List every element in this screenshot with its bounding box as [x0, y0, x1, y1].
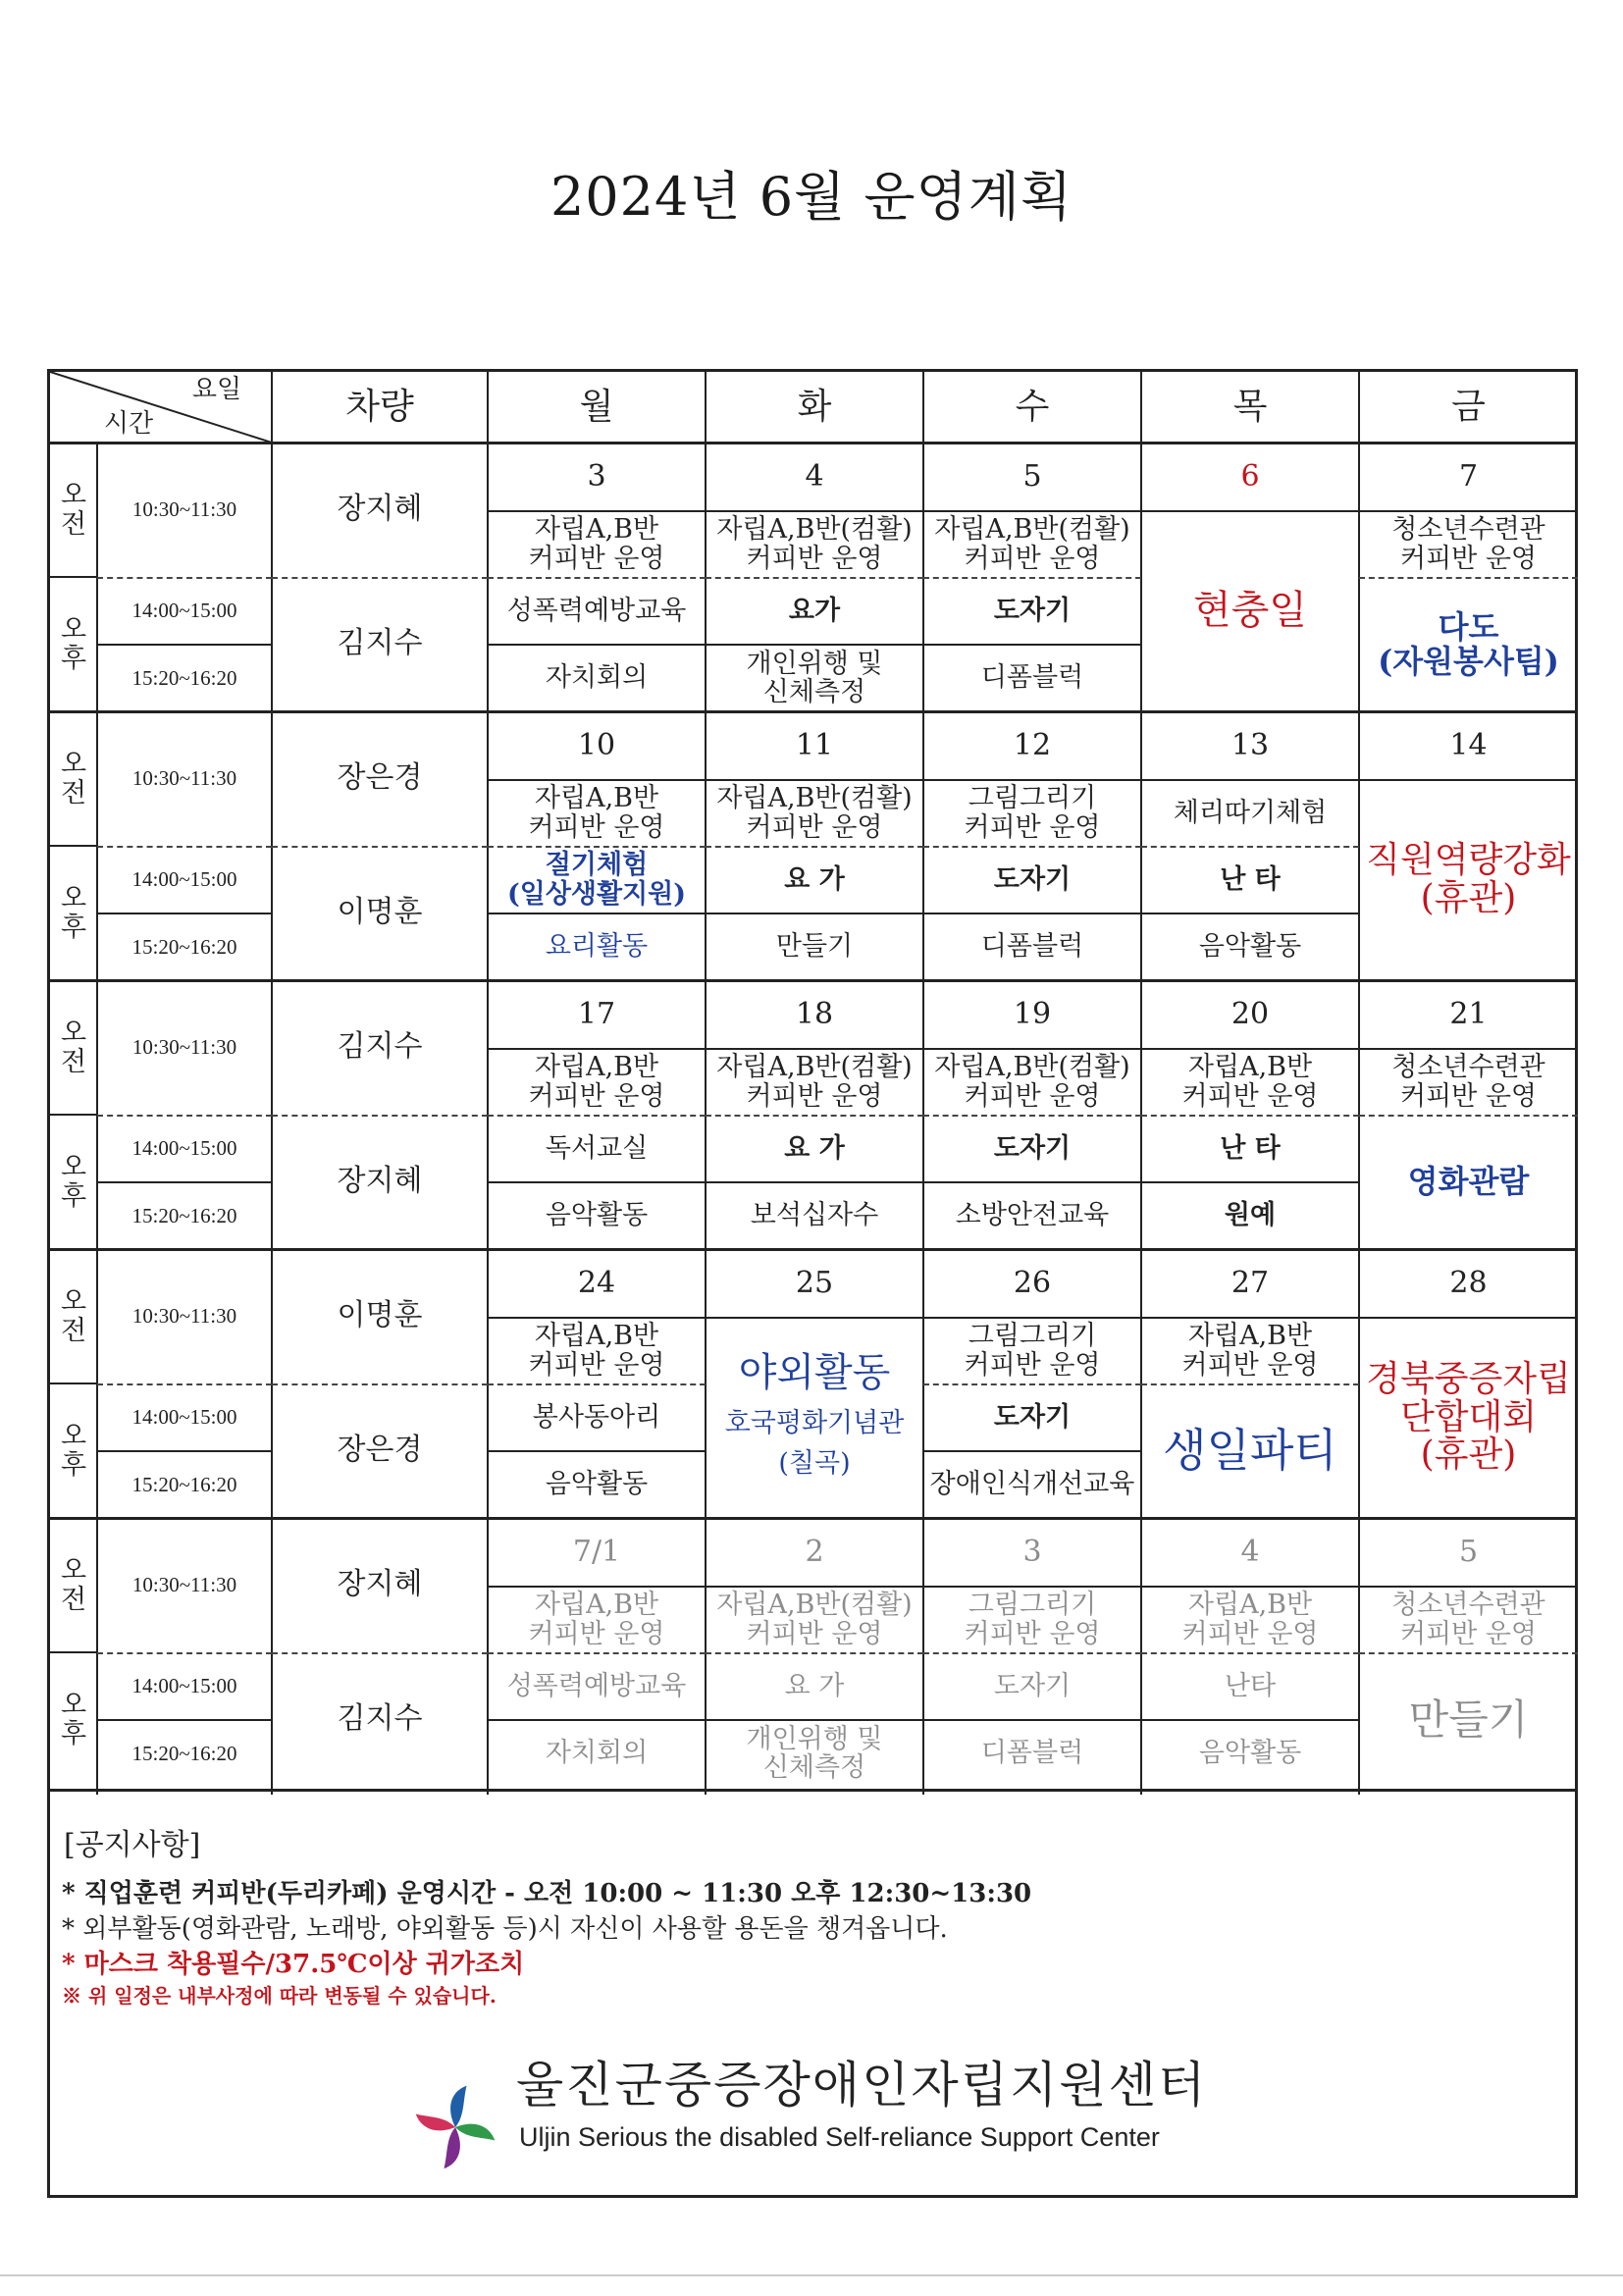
- week-4-date-thu: 27: [1230, 1265, 1270, 1300]
- week-4-pm-label: [50, 1383, 97, 1518]
- notice-line-mask: * 마스크 착용필수/37.5℃이상 귀가조치: [62, 1950, 525, 1979]
- week-3-slot-pm1: 14:00~15:00: [131, 1136, 237, 1161]
- week-4-wed-pm1-activity: 도자기: [993, 1401, 1072, 1433]
- week-2-wed-am-activity: 그림그리기 커피반 운영: [964, 783, 1101, 843]
- notice-line-allowance: * 외부활동(영화관람, 노래방, 야외활동 등)시 자신이 사용할 용돈을 챙겨옵니다.: [62, 1914, 948, 1944]
- dashed-rule: [97, 846, 272, 848]
- week-5-am-label: [50, 1518, 97, 1652]
- week-2-tue-pm2-activity: 만들기: [775, 931, 854, 963]
- dashed-rule: [272, 1383, 488, 1385]
- week-3-thu-pm2-activity: 원예: [1224, 1200, 1277, 1231]
- week-4-wed-am-activity: 그림그리기 커피반 운영: [964, 1321, 1101, 1381]
- ampm-char: 전: [60, 508, 87, 540]
- week-3-thu-am-activity: 자립A,B반 커피반 운영: [1181, 1052, 1319, 1112]
- week-3-tue-pm1-activity: 요 가: [784, 1132, 845, 1164]
- ampm-char: 전: [60, 1046, 87, 1077]
- week-4-driver-pm: 장은경: [337, 1433, 423, 1468]
- org-name-english: Uljin Serious the disabled Self-reliance Support Center: [519, 2122, 1160, 2152]
- ampm-char: 오: [60, 749, 87, 780]
- week-5-slot-pm2: 15:20~16:20: [131, 1741, 237, 1765]
- week-5-date-tue: 2: [805, 1534, 824, 1569]
- week-4-am-label: [50, 1249, 97, 1383]
- week-5-thu-am-activity: 자립A,B반 커피반 운영: [1181, 1590, 1319, 1649]
- day-header-wed: 수: [1015, 386, 1050, 427]
- week-4-date-fri: 28: [1449, 1265, 1488, 1300]
- week-1-wed-pm2-activity: 디폼블럭: [980, 662, 1084, 694]
- week-1-tue-pm1-activity: 요가: [788, 595, 841, 626]
- week-2-slot-pm2: 15:20~16:20: [131, 934, 237, 959]
- week-3-tue-pm2-activity: 보석십자수: [750, 1200, 879, 1231]
- week-1-mon-pm2-activity: 자치회의: [545, 662, 649, 694]
- week-2-date-thu: 13: [1230, 727, 1270, 762]
- week-2-tue-pm1-activity: 요 가: [784, 863, 845, 895]
- week-4-mon-am-activity: 자립A,B반 커피반 운영: [528, 1321, 665, 1381]
- week-2-tue-am-activity: 자립A,B반(컴활) 커피반 운영: [716, 783, 913, 843]
- week-3-pm-label: [50, 1115, 97, 1249]
- week-1-tue-am-activity: 자립A,B반(컴활) 커피반 운영: [716, 514, 913, 574]
- notice-line-schedule-change: ※ 위 일정은 내부사정에 따라 변동될 수 있습니다.: [62, 1984, 497, 2008]
- schedule-table: [47, 369, 1578, 1792]
- week-3-date-tue: 18: [795, 996, 834, 1031]
- ampm-char: 오: [60, 614, 87, 646]
- week-5-tue-pm1-activity: 요 가: [784, 1670, 845, 1701]
- ampm-char: 오: [60, 1018, 87, 1049]
- vehicle-header: 차량: [345, 386, 414, 427]
- week-1-date-tue: 4: [805, 458, 824, 494]
- ampm-rule: [50, 845, 97, 847]
- slot-rule: [97, 1450, 272, 1452]
- week-4-thu-am-activity: 자립A,B반 커피반 운영: [1181, 1321, 1319, 1381]
- week-5-wed-pm2-activity: 디폼블럭: [980, 1738, 1084, 1769]
- day-header-fri: 금: [1451, 386, 1486, 427]
- ampm-char: 후: [60, 643, 87, 674]
- week-1-fri-am-activity: 청소년수련관 커피반 운영: [1391, 514, 1545, 574]
- ampm-char: 후: [60, 912, 87, 943]
- week-5-fri-pm-event: 만들기: [1408, 1695, 1529, 1744]
- week-2-mon-pm1-activity: 절기체험 (일상생활지원): [506, 850, 687, 910]
- dashed-rule: [97, 1383, 272, 1385]
- week-4-mon-pm2-activity: 음악활동: [545, 1469, 649, 1500]
- ampm-char: 오: [60, 1152, 87, 1183]
- week-3-fri-pm-event: 영화관람: [1407, 1163, 1530, 1201]
- week-2-date-tue: 11: [795, 727, 834, 762]
- week-2-wed-pm2-activity: 디폼블럭: [980, 931, 1084, 963]
- dashed-rule: [97, 1115, 272, 1117]
- week-3-wed-pm2-activity: 소방안전교육: [955, 1200, 1110, 1231]
- ampm-char: 후: [60, 1449, 87, 1481]
- notice-line-cafe-hours: * 직업훈련 커피반(두리카페) 운영시간 - 오전 10:00 ~ 11:30 오후 12:30~13:30: [62, 1879, 1032, 1908]
- week-4-date-wed: 26: [1013, 1265, 1052, 1300]
- week-5-driver-am: 장지혜: [337, 1567, 423, 1602]
- week-5-driver-pm: 김지수: [337, 1701, 423, 1737]
- week-5-wed-pm1-activity: 도자기: [993, 1670, 1072, 1701]
- corner-time-label: 시간: [103, 408, 154, 438]
- ampm-char: 오: [60, 1690, 87, 1721]
- week-3-wed-pm1-activity: 도자기: [993, 1132, 1072, 1164]
- week-1-slot-am: 10:30~11:30: [131, 497, 237, 522]
- ampm-char: 후: [60, 1718, 87, 1749]
- week-1-tue-pm2-activity: 개인위행 및 신체측정: [746, 648, 883, 707]
- week-3-date-thu: 20: [1230, 996, 1270, 1031]
- week-4-mon-pm1-activity: 봉사동아리: [532, 1401, 661, 1433]
- ampm-char: 전: [60, 777, 87, 809]
- dashed-rule: [97, 577, 272, 579]
- week-5-slot-pm1: 14:00~15:00: [131, 1674, 237, 1698]
- week-4-driver-am: 이명훈: [337, 1298, 423, 1333]
- week-1-am-label: [50, 443, 97, 577]
- week-5-tue-pm2-activity: 개인위행 및 신체측정: [746, 1723, 883, 1783]
- week-2-wed-pm1-activity: 도자기: [993, 863, 1072, 895]
- week-3-wed-am-activity: 자립A,B반(컴활) 커피반 운영: [934, 1052, 1130, 1112]
- week-3-date-wed: 19: [1013, 996, 1052, 1031]
- ampm-rule: [50, 1651, 97, 1653]
- page-bottom-rule: [0, 2274, 1623, 2276]
- week-3-mon-pm2-activity: 음악활동: [545, 1200, 649, 1231]
- day-header-tue: 화: [797, 386, 832, 427]
- notice-title: [공지사항]: [64, 1828, 201, 1862]
- corner-day-label: 요일: [191, 374, 242, 403]
- ampm-rule: [50, 576, 97, 578]
- week-5-date-mon: 7/1: [572, 1534, 621, 1569]
- week-5-date-wed: 3: [1022, 1534, 1042, 1569]
- week-1-date-mon: 3: [587, 458, 606, 494]
- week-4-slot-pm2: 15:20~16:20: [131, 1472, 237, 1496]
- week-5-thu-pm1-activity: 난타: [1224, 1670, 1277, 1701]
- week-2-slot-am: 10:30~11:30: [131, 766, 237, 791]
- week-3-mon-pm1-activity: 독서교실: [545, 1132, 649, 1164]
- ampm-rule: [50, 1383, 97, 1384]
- week-2-driver-am: 장은경: [337, 760, 423, 796]
- dashed-rule: [272, 1115, 488, 1117]
- week-4-slot-am: 10:30~11:30: [131, 1304, 237, 1329]
- ampm-rule: [50, 1114, 97, 1116]
- week-4-fri-event: 경북중증자립 단합대회 (휴관): [1366, 1358, 1571, 1476]
- slot-rule: [97, 644, 272, 646]
- week-2-pm-label: [50, 846, 97, 980]
- slot-rule: [97, 1719, 272, 1721]
- day-header-thu: 목: [1232, 386, 1268, 427]
- org-name-korean: 울진군중증장애인자립지원센터: [516, 2057, 1208, 2113]
- week-2-date-mon: 10: [577, 727, 616, 762]
- ampm-char: 전: [60, 1315, 87, 1346]
- week-1-slot-pm1: 14:00~15:00: [131, 599, 237, 623]
- week-1-driver-am: 장지혜: [337, 492, 423, 527]
- ampm-char: 후: [60, 1180, 87, 1212]
- week-3-fri-am-activity: 청소년수련관 커피반 운영: [1391, 1052, 1545, 1112]
- week-3-driver-am: 김지수: [337, 1029, 423, 1065]
- week-1-slot-pm2: 15:20~16:20: [131, 665, 237, 690]
- week-5-mon-am-activity: 자립A,B반 커피반 운영: [528, 1590, 665, 1649]
- week-4-date-tue: 25: [795, 1265, 834, 1300]
- notice-section: [47, 1789, 1578, 2198]
- week-1-driver-pm: 김지수: [337, 626, 423, 661]
- week-1-mon-pm1-activity: 성폭력예방교육: [506, 595, 687, 626]
- week-5-thu-pm2-activity: 음악활동: [1198, 1738, 1302, 1769]
- week-3-driver-pm: 장지혜: [337, 1164, 423, 1199]
- ampm-char: 오: [60, 883, 87, 914]
- week-5-date-fri: 5: [1458, 1534, 1479, 1569]
- week-4-wed-pm2-activity: 장애인식개선교육: [929, 1469, 1135, 1500]
- week-3-am-label: [50, 980, 97, 1115]
- week-4-tue-outing: [706, 1318, 923, 1518]
- week-5-mon-pm2-activity: 자치회의: [545, 1738, 649, 1769]
- dashed-rule: [272, 577, 488, 579]
- page-title: 2024년 6월 운영계획: [550, 166, 1073, 228]
- ampm-char: 오: [60, 1421, 87, 1452]
- dashed-rule: [272, 1652, 488, 1654]
- week-2-am-label: [50, 711, 97, 846]
- outing-title: 야외활동: [738, 1349, 891, 1395]
- slot-rule: [97, 1181, 272, 1183]
- week-5-date-thu: 4: [1240, 1534, 1260, 1569]
- week-1-thu-holiday: 현충일: [1193, 588, 1307, 634]
- week-3-mon-am-activity: 자립A,B반 커피반 운영: [528, 1052, 665, 1112]
- day-header-mon: 월: [579, 386, 614, 427]
- ampm-char: 오: [60, 480, 87, 511]
- week-4-thu-party: 생일파티: [1163, 1423, 1337, 1477]
- week-5-slot-am: 10:30~11:30: [131, 1573, 237, 1597]
- week-2-date-fri: 14: [1449, 727, 1488, 762]
- week-2-fri-event: 직원역량강화 (휴관): [1366, 840, 1571, 918]
- outing-place: 호국평화기념관 (칠곡): [724, 1408, 905, 1479]
- week-2-slot-pm1: 14:00~15:00: [131, 867, 237, 892]
- week-2-thu-pm1-activity: 난 타: [1220, 863, 1281, 895]
- week-4-date-mon: 24: [577, 1265, 616, 1300]
- center-logo-icon: [408, 2080, 502, 2174]
- week-1-pm-label: [50, 577, 97, 711]
- week-2-thu-am-activity: 체리따기체험: [1173, 797, 1328, 828]
- week-1-date-wed: 5: [1022, 458, 1042, 494]
- week-1-wed-pm1-activity: 도자기: [993, 595, 1072, 626]
- week-5-wed-am-activity: 그림그리기 커피반 운영: [964, 1590, 1101, 1649]
- week-1-date-fri: 7: [1458, 458, 1479, 494]
- week-1-fri-pm-event: 다도 (자원봉사팀): [1378, 607, 1559, 680]
- week-2-mon-am-activity: 자립A,B반 커피반 운영: [528, 783, 665, 843]
- week-2-mon-pm2-activity: 요리활동: [545, 931, 649, 963]
- week-3-thu-pm1-activity: 난 타: [1220, 1132, 1281, 1164]
- week-2-date-wed: 12: [1013, 727, 1052, 762]
- week-2-thu-pm2-activity: 음악활동: [1198, 931, 1302, 963]
- ampm-char: 오: [60, 1286, 87, 1318]
- week-1-mon-am-activity: 자립A,B반 커피반 운영: [528, 514, 665, 574]
- week-5-tue-am-activity: 자립A,B반(컴활) 커피반 운영: [716, 1590, 913, 1649]
- week-3-slot-am: 10:30~11:30: [131, 1035, 237, 1060]
- week-3-tue-am-activity: 자립A,B반(컴활) 커피반 운영: [716, 1052, 913, 1112]
- week-4-slot-pm1: 14:00~15:00: [131, 1405, 237, 1430]
- week-1-date-thu: 6: [1240, 458, 1260, 494]
- week-5-fri-am-activity: 청소년수련관 커피반 운영: [1391, 1590, 1545, 1649]
- dashed-rule: [97, 1652, 272, 1654]
- week-3-date-mon: 17: [577, 996, 616, 1031]
- week-1-wed-am-activity: 자립A,B반(컴활) 커피반 운영: [934, 514, 1130, 574]
- dashed-rule: [272, 846, 488, 848]
- week-5-pm-label: [50, 1652, 97, 1787]
- week-2-driver-pm: 이명훈: [337, 895, 423, 930]
- week-3-slot-pm2: 15:20~16:20: [131, 1203, 237, 1227]
- ampm-char: 전: [60, 1584, 87, 1615]
- week-5-mon-pm1-activity: 성폭력예방교육: [506, 1670, 687, 1701]
- slot-rule: [97, 913, 272, 914]
- week-3-date-fri: 21: [1449, 996, 1488, 1031]
- ampm-char: 오: [60, 1555, 87, 1587]
